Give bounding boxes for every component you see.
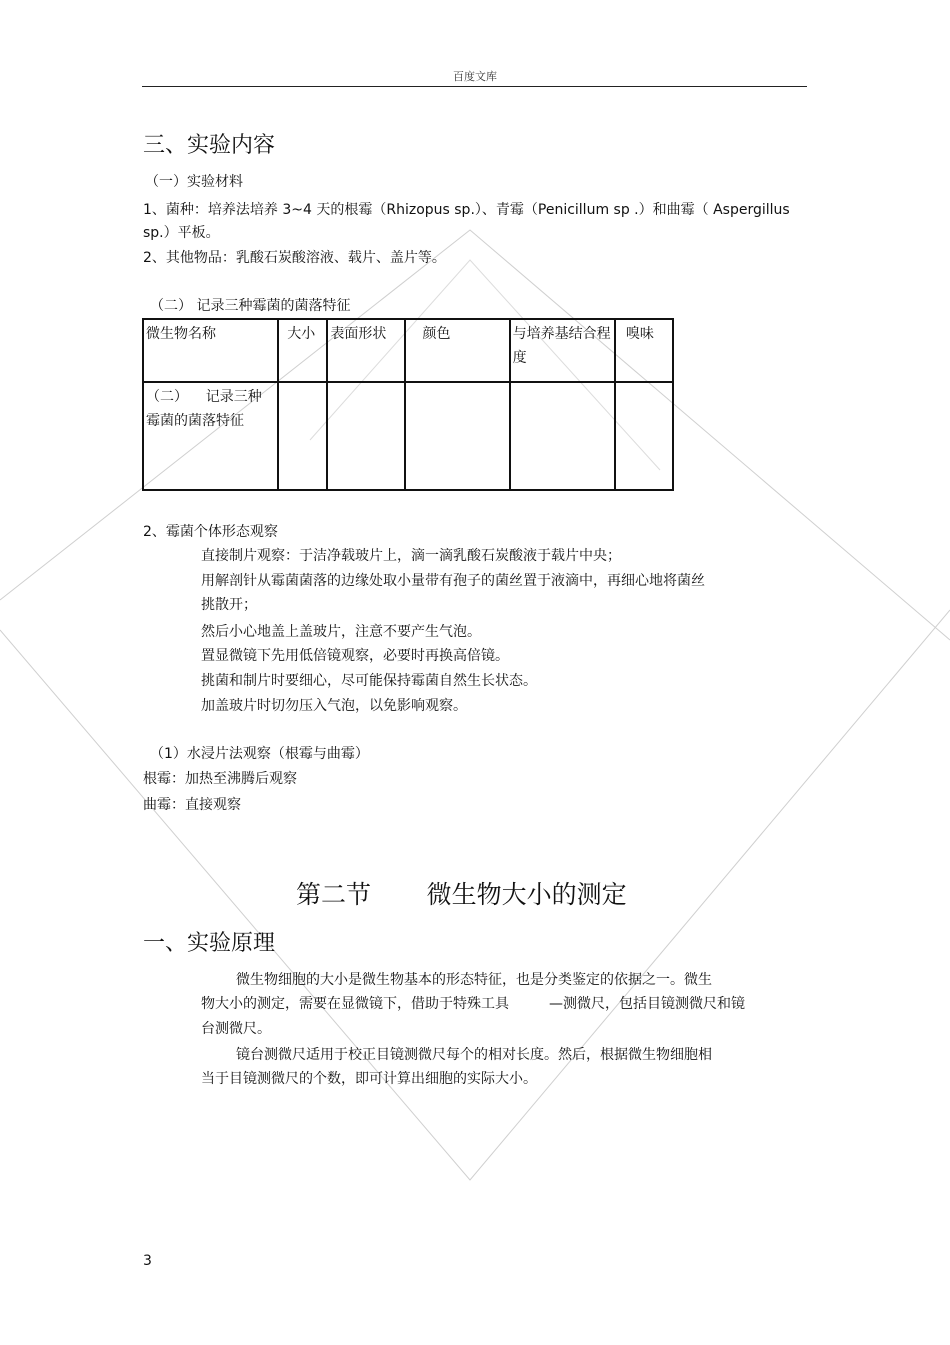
table-header-cell: 颜色	[405, 319, 509, 382]
principle-paragraph-line: 台测微尺。	[201, 1021, 271, 1037]
observation-heading: 2、霉菌个体形态观察	[143, 524, 278, 540]
materials-item-1: 1、菌种：培养法培养 3~4 天的根霉（Rhizopus sp.）、青霉（Penicillum sp .）和曲霉（ Aspergillus	[143, 202, 790, 218]
principle-paragraph-line: 当于目镜测微尺的个数，即可计算出细胞的实际大小。	[201, 1071, 537, 1087]
table-cell-line: 霉菌的菌落特征	[146, 413, 244, 429]
record-heading: （二） 记录三种霉菌的菌落特征	[150, 298, 351, 314]
observation-line: 直接制片观察：于洁净载玻片上，滴一滴乳酸石炭酸液于载片中央；	[201, 548, 621, 564]
observation-line: 然后小心地盖上盖玻片，注意不要产生气泡。	[201, 624, 481, 640]
observation-line: 用解剖针从霉菌菌落的边缘处取小量带有孢子的菌丝置于液滴中，再细心地将菌丝	[201, 573, 705, 589]
table-cell-line: （二） 记录三种	[146, 389, 262, 405]
section-title: 第二节 微生物大小的测定	[296, 880, 627, 909]
table-cell	[405, 382, 509, 490]
table-header-cell: 与培养基结合程度	[510, 319, 615, 382]
aspergillus-method: 曲霉：直接观察	[143, 797, 241, 813]
colony-features-table	[142, 318, 674, 491]
observation-line: 挑菌和制片时要细心，尽可能保持霉菌自然生长状态。	[201, 673, 537, 689]
table-header-row	[143, 319, 673, 382]
materials-item-1-cont: sp.）平板。	[143, 225, 220, 241]
rhizopus-method: 根霉：加热至沸腾后观察	[143, 771, 297, 787]
principle-paragraph-line: 镜台测微尺适用于校正目镜测微尺每个的相对长度。然后，根据微生物细胞相	[236, 1047, 712, 1063]
header-divider	[142, 86, 807, 87]
materials-item-2: 2、其他物品：乳酸石炭酸溶液、载片、盖片等。	[143, 250, 446, 266]
water-mount-heading: （1）水浸片法观察（根霉与曲霉）	[150, 746, 369, 762]
principle-paragraph-line: 物大小的测定，需要在显微镜下，借助于特殊工具 —测微尺，包括目镜测微尺和镜	[201, 996, 746, 1012]
observation-line: 挑散开；	[201, 597, 257, 613]
page-header: 百度文库	[453, 70, 497, 83]
section-heading-experiment-content: 三、实验内容	[143, 133, 276, 158]
section-heading-principle: 一、实验原理	[143, 931, 276, 956]
table-cell	[510, 382, 615, 490]
table-header-cell: 微生物名称	[143, 319, 278, 382]
table-cell	[278, 382, 327, 490]
table-cell	[327, 382, 405, 490]
table-header-cell: 嗅味	[615, 319, 673, 382]
table-cell	[143, 382, 278, 490]
table-header-cell: 表面形状	[327, 319, 405, 382]
materials-heading: （一）实验材料	[145, 174, 243, 190]
observation-line: 置显微镜下先用低倍镜观察，必要时再换高倍镜。	[201, 648, 509, 664]
table-row	[143, 382, 673, 490]
principle-paragraph-line: 微生物细胞的大小是微生物基本的形态特征，也是分类鉴定的依据之一。微生	[236, 972, 712, 988]
observation-line: 加盖玻片时切勿压入气泡，以免影响观察。	[201, 698, 467, 714]
page-number: 3	[143, 1253, 152, 1269]
table-cell	[615, 382, 673, 490]
table-header-cell: 大小	[278, 319, 327, 382]
